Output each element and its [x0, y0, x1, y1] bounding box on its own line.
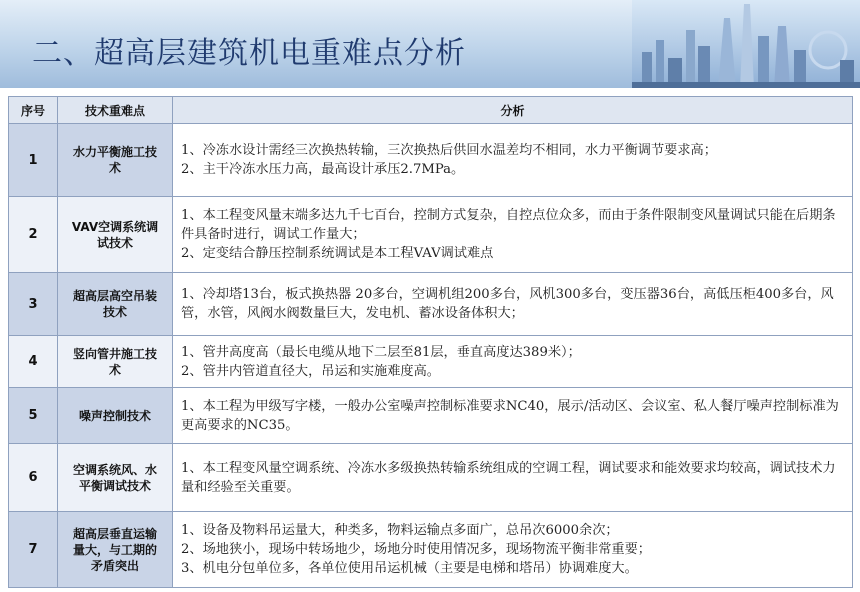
row-analysis	[173, 444, 853, 512]
row-topic: 噪声控制技术	[58, 388, 173, 444]
header-index: 序号	[9, 97, 58, 124]
analysis-line: 1、冷却塔13台，板式换热器 20多台，空调机组200多台，风机300多台，变压器36台，高低压柜400多台，风管，水管，风阀水阀数量巨大，发电机、蓄冰设备体积大；	[181, 287, 834, 321]
page-title: 二、超高层建筑机电重难点分析	[32, 36, 466, 71]
analysis-line: 1、管井高度高（最长电缆从地下二层至81层，垂直高度达389米）；	[181, 344, 581, 360]
analysis-line: 1、本工程变风量空调系统、冷冻水多级换热转输系统组成的空调工程，调试要求和能效要求均较高，调试技术力量和经验至关重要。	[181, 460, 836, 495]
analysis-line: 2、管井内管道直径大，吊运和实施难度高。	[181, 363, 440, 379]
analysis-table	[8, 96, 852, 588]
table-row	[9, 197, 853, 273]
analysis-line: 1、设备及物料吊运量大，种类多，物料运输点多面广，总吊次6000余次；	[181, 523, 619, 538]
row-analysis	[173, 512, 853, 588]
row-analysis	[173, 388, 853, 444]
analysis-line: 3、机电分包单位多，各单位使用吊运机械（主要是电梯和塔吊）协调难度大。	[181, 561, 638, 576]
row-topic: VAV空调系统调试技术	[58, 197, 173, 273]
row-index: 1	[9, 124, 58, 197]
table-header-row	[9, 97, 853, 124]
analysis-line: 1、本工程为甲级写字楼，一般办公室噪声控制标准要求NC40，展示/活动区、会议室、私人餐厅噪声控制标准为更高要求的NC35。	[181, 398, 839, 433]
row-topic: 超高层高空吊装技术	[58, 273, 173, 336]
header-topic: 技术重难点	[58, 97, 173, 124]
row-analysis	[173, 197, 853, 273]
row-topic: 空调系统风、水平衡调试技术	[58, 444, 173, 512]
city-skyline-image	[632, 0, 860, 88]
analysis-line: 2、场地狭小，现场中转场地少，场地分时使用情况多，现场物流平衡非常重要；	[181, 542, 651, 557]
row-topic: 水力平衡施工技术	[58, 124, 173, 197]
table-row	[9, 512, 853, 588]
row-index: 3	[9, 273, 58, 336]
row-topic: 超高层垂直运输量大，与工期的矛盾突出	[58, 512, 173, 588]
table-row	[9, 444, 853, 512]
analysis-line: 2、主干冷冻水压力高，最高设计承压2.7MPa。	[181, 162, 465, 177]
analysis-line: 1、本工程变风量末端多达九千七百台，控制方式复杂，自控点位众多，而由于条件限制变风量调试只能在后期条件具备时进行，调试工作量大；	[181, 208, 836, 242]
page-header	[0, 0, 860, 88]
header-analysis: 分析	[173, 97, 853, 124]
row-index: 6	[9, 444, 58, 512]
table-row	[9, 124, 853, 197]
table-row	[9, 336, 853, 388]
row-index: 2	[9, 197, 58, 273]
row-index: 7	[9, 512, 58, 588]
row-analysis	[173, 273, 853, 336]
analysis-line: 2、定变结合静压控制系统调试是本工程VAV调试难点	[181, 246, 494, 261]
row-index: 4	[9, 336, 58, 388]
analysis-line: 1、冷冻水设计需经三次换热转输，三次换热后供回水温差均不相同，水力平衡调节要求高；	[181, 143, 717, 158]
table-row	[9, 273, 853, 336]
row-analysis	[173, 124, 853, 197]
row-analysis	[173, 336, 853, 388]
row-topic: 竖向管井施工技术	[58, 336, 173, 388]
table-row	[9, 388, 853, 444]
row-index: 5	[9, 388, 58, 444]
